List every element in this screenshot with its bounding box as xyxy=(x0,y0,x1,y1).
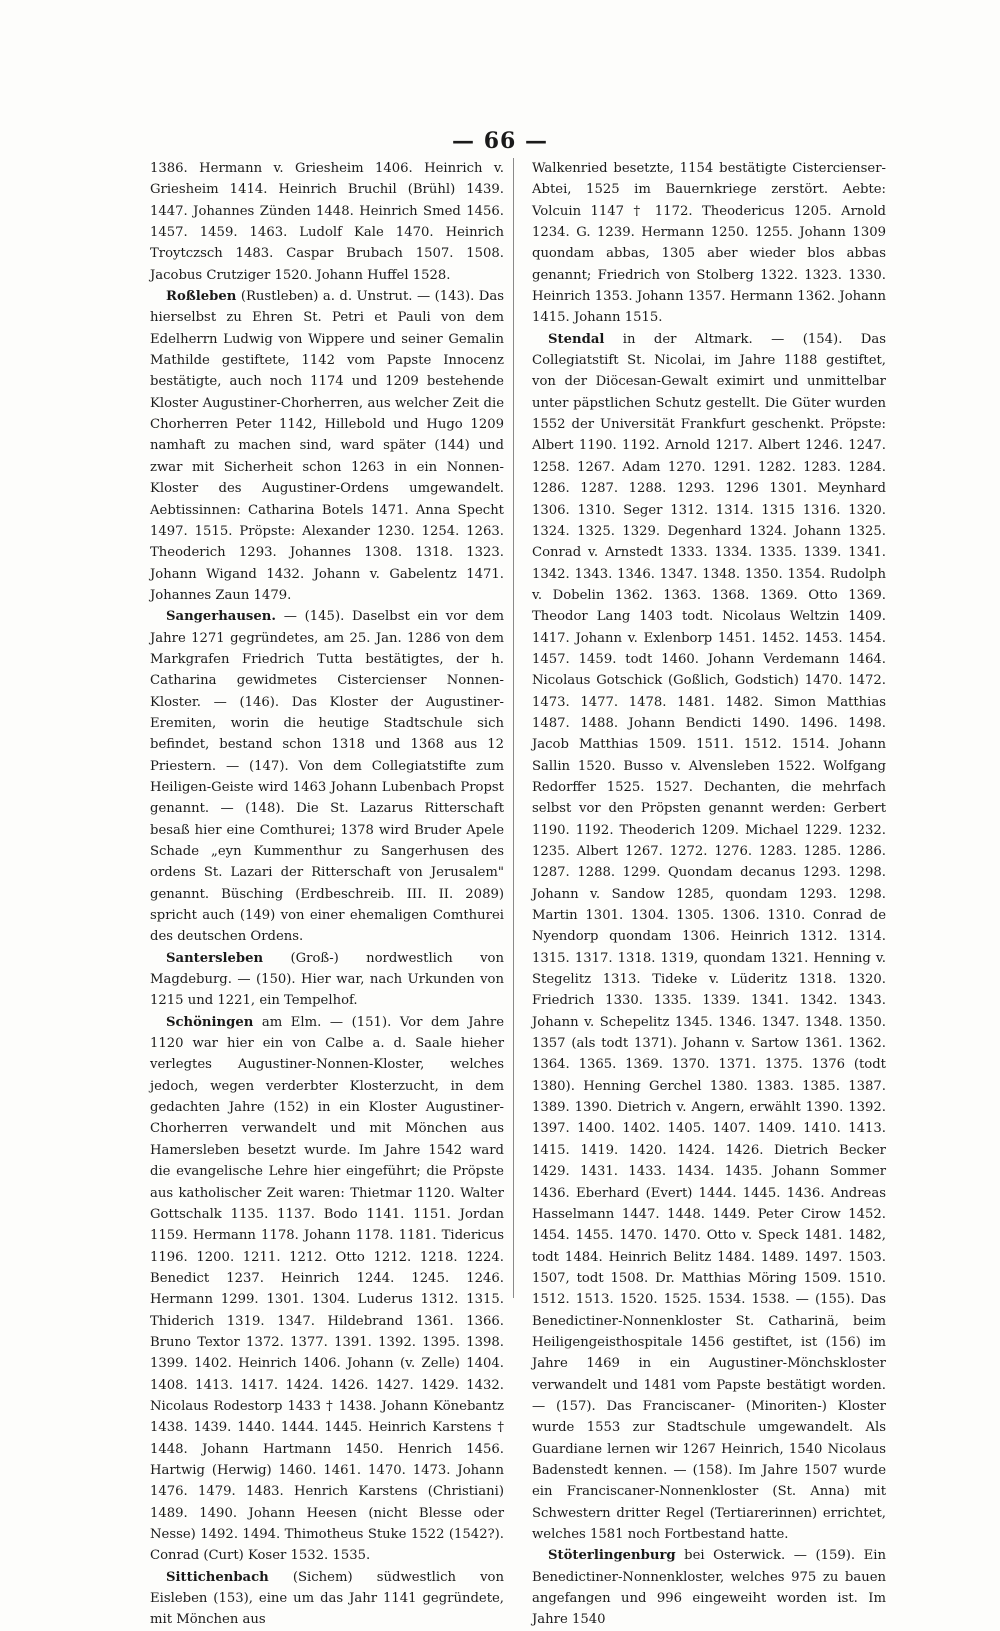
entry-text: (Sichem) südwestlich von Eisleben (153), eine um das Jahr 1141 gegründete, mit Mönchen aus xyxy=(150,1569,504,1628)
entry-headword: Stöterlingenburg xyxy=(548,1548,676,1564)
entry-headword: Sittichenbach xyxy=(166,1569,269,1585)
column-divider xyxy=(513,158,514,1298)
entry-text: am Elm. — (151). Vor dem Jahre 1120 war hier ein von Calbe a. d. Saale hieher verlegtes Augustiner-Nonnen-Kloster, welches jedoch, wegen verderbter Klosterzucht, in dem gedachten Jahre (152) in ein Kloster Augustiner-Chorherren verwandelt und mit Mönchen aus Hamersleben besetzt wurde. Im Jahre 1542 ward die evangelische Lehre hier eingeführt; die Pröpste aus katholischer Zeit waren: Thietmar 1120. Walter Gottschalk 1135. 1137. Bodo 1141. 1151. Jordan 1159. Hermann 1178. Johann 1178. 1181. Tidericus 1196. 1200. 1211. 1212. Otto 1212. 1218. 1224. Benedict 1237. Heinrich 1244. 1245. 1246. Hermann 1299. 1301. 1304. Luderus 1312. 1315. Thiderich 1319. 1347. Hildebrand 1361. 1366. Bruno Textor 1372. 1377. 1391. 1392. 1395. 1398. 1399. 1402. Heinrich 1406. Johann (v. Zelle) 1404. 1408. 1413. 1417. 1424. 1426. 1427. 1429. 1432. Nicolaus Rodestorp 1433 † 1438. Johann Könebantz 1438. 1439. 1440. 1444. 1445. Heinrich Karstens † 1448. Johann Hartmann 1450. Henrich 1456. Hartwig (Herwig) 1460. 1461. 1470. 1473. Johann 1476. 1479. 1483. Henrich Karstens (Christiani) 1489. 1490. Johann Heesen (nicht Blesse oder Nesse) 1492. 1494. Thimotheus Stuke 1522 (1542?). Conrad (Curt) Koser 1532. 1535. xyxy=(150,1014,504,1564)
text-paragraph xyxy=(150,158,504,286)
entry-text: bei Osterwick. — (159). Ein Benedictiner-Nonnenkloster, welches 975 zu bauen angefangen und 996 eingeweiht worden ist. Im Jahre 1540 xyxy=(532,1548,886,1628)
text-paragraph xyxy=(532,158,886,329)
paragraph-text: Walkenried besetzte, 1154 bestätigte Cistercienser-Abtei, 1525 im Bauernkriege zerstört. Aebte: Volcuin 1147 † 1172. Theodericus 1205. Arnold 1234. G. 1239. Hermann 1250. 1255. Johann 1309 quondam abbas, 1305 aber wieder blos abbas genannt; Friedrich von Stolberg 1322. 1323. 1330. Heinrich 1353. Johann 1357. Hermann 1362. Johann 1415. Johann 1515. xyxy=(532,161,886,326)
entry-stendal xyxy=(532,329,886,1546)
entry-stoeterlingenburg xyxy=(532,1545,886,1630)
page-number: — 66 — xyxy=(452,128,548,154)
paragraph-text: 1386. Hermann v. Griesheim 1406. Heinrich v. Griesheim 1414. Heinrich Bruchil (Brühl) 1439. 1447. Johannes Zünden 1448. Heinrich Smed 1456. 1457. 1459. 1463. Ludolf Kale 1470. Heinrich Troytczsch 1483. Caspar Brubach 1507. 1508. Jacobus Crutziger 1520. Johann Huffel 1528. xyxy=(150,161,504,283)
entry-headword: Sangerhausen. xyxy=(166,609,276,625)
left-column xyxy=(150,158,504,1631)
entry-headword: Santersleben xyxy=(166,950,264,966)
entry-text: (Rustleben) a. d. Unstrut. — (143). Das hierselbst zu Ehren St. Petri et Pauli von dem Edelherrn Ludwig von Wippere und seiner Gemalin Mathilde gestiftete, 1142 vom Papste Innocenz bestätigte, auch noch 1174 und 1209 bestehende Kloster Augustiner-Chorherren, aus welcher Zeit die Chorherren Peter 1142, Hillebold und Hugo 1209 namhaft zu machen sind, ward später (144) und zwar mit Sicherheit schon 1263 in ein Nonnen-Kloster des Augustiner-Ordens umgewandelt. Aebtissinnen: Catharina Botels 1471. Anna Specht 1497. 1515. Pröpste: Alexander 1230. 1254. 1263. Theoderich 1293. Johannes 1308. 1318. 1323. Johann Wigand 1432. Johann v. Gabelentz 1471. Johannes Zaun 1479. xyxy=(150,289,504,603)
entry-santersleben xyxy=(150,948,504,1012)
entry-sangerhausen xyxy=(150,606,504,948)
entry-text: — (145). Daselbst ein vor dem Jahre 1271 gegründetes, am 25. Jan. 1286 von dem Markgrafen Friedrich Tutta bestätigtes, der h. Catharina gewidmetes Cistercienser Nonnen-Kloster. — (146). Das Kloster der Augustiner-Eremiten, worin die heutige Stadtschule sich befindet, bestand schon 1318 und 1368 aus 12 Priestern. — (147). Von dem Collegiatstifte zum Heiligen-Geiste wird 1463 Johann Lubenbach Propst genannt. — (148). Die St. Lazarus Ritterschaft besaß hier eine Comthurei; 1378 wird Bruder Apele Schade „eyn Kummenthur zu Sangerhusen des ordens St. Lazari der Ritterschaft von Jerusalem" genannt. Büsching (Erdbeschreib. III. II. 2089) spricht auch (149) von einer ehemaligen Comthurei des deutschen Ordens. xyxy=(150,609,504,945)
entry-schoeningen xyxy=(150,1012,504,1567)
entry-text: (Groß-) nordwestlich von Magdeburg. — (150). Hier war, nach Urkunden von 1215 und 1221, ein Tempelhof. xyxy=(150,950,504,1009)
entry-text: in der Altmark. — (154). Das Collegiatstift St. Nicolai, im Jahre 1188 gestiftet, von der Diöcesan-Gewalt eximirt und unmittelbar unter päpstlichen Schutz gestellt. Die Güter wurden 1552 der Universität Frankfurt geschenkt. Pröpste: Albert 1190. 1192. Arnold 1217. Albert 1246. 1247. 1258. 1267. Adam 1270. 1291. 1282. 1283. 1284. 1286. 1287. 1288. 1293. 1296 1301. Meynhard 1306. 1310. Seger 1312. 1314. 1315 1316. 1320. 1324. 1325. 1329. Degenhard 1324. Johann 1325. Conrad v. Arnstedt 1333. 1334. 1335. 1339. 1341. 1342. 1343. 1346. 1347. 1348. 1350. 1354. Rudolph v. Dobelin 1362. 1363. 1368. 1369. Otto 1369. Theodor Lang 1403 todt. Nicolaus Weltzin 1409. 1417. Johann v. Exlenborp 1451. 1452. 1453. 1454. 1457. 1459. todt 1460. Johann Verdemann 1464. Nicolaus Gotschick (Goßlich, Godstich) 1470. 1472. 1473. 1477. 1478. 1481. 1482. Simon Matthias 1487. 1488. Johann Bendicti 1490. 1496. 1498. Jacob Matthias 1509. 1511. 1512. 1514. Johann Sallin 1520. Busso v. Alvensleben 1522. Wolfgang Redorffer 1525. 1527. Dechanten, die mehrfach selbst vor den Pröpsten genannt werden: Gerbert 1190. 1192. Theoderich 1209. Michael 1229. 1232. 1235. Albert 1267. 1272. 1276. 1283. 1285. 1286. 1287. 1288. 1299. Quondam decanus 1293. 1298. Johann v. Sandow 1285, quondam 1293. 1298. Martin 1301. 1304. 1305. 1306. 1310. Conrad de Nyendorp quondam 1306. Heinrich 1312. 1314. 1315. 1317. 1318. 1319, quondam 1321. Henning v. Stegelitz 1313. Tideke v. Lüderitz 1318. 1320. Friedrich 1330. 1335. 1339. 1341. 1342. 1343. Johann v. Schepelitz 1345. 1346. 1347. 1348. 1350. 1357 (als todt 1371). Johann v. Sartow 1361. 1362. 1364. 1365. 1369. 1370. 1371. 1375. 1376 (todt 1380). Henning Gerchel 1380. 1383. 1385. 1387. 1389. 1390. Dietrich v. Angern, erwählt 1390. 1392. 1397. 1400. 1402. 1405. 1407. 1409. 1410. 1413. 1415. 1419. 1420. 1424. 1426. Dietrich Becker 1429. 1431. 1433. 1434. 1435. Johann Sommer 1436. Eberhard (Evert) 1444. 1445. 1436. Andreas Hasselmann 1447. 1448. 1449. Peter Cirow 1452. 1454. 1455. 1470. 1470. Otto v. Speck 1481. 1482, todt 1484. Heinrich Belitz 1484. 1489. 1497. 1503. 1507, todt 1508. Dr. Matthias Möring 1509. 1510. 1512. 1513. 1520. 1525. 1534. 1538. — (155). Das Benedictiner-Nonnenkloster St. Catharinä, beim Heiligengeisthospitale 1456 gestiftet, ist (156) im Jahre 1469 in ein Augustiner-Mönchskloster verwandelt und 1481 vom Papste bestätigt worden. — (157). Das Franciscaner- (Minoriten-) Kloster wurde 1553 zur Stadtschule umgewandelt. Als Guardiane lernen wir 1267 Heinrich, 1540 Nicolaus Badenstedt kennen. — (158). Im Jahre 1507 wurde ein Franciscaner-Nonnenkloster (St. Anna) mit Schwestern dritter Regel (Tertiarerinnen) errichtet, welches 1581 noch Fortbestand hatte. xyxy=(532,331,886,1542)
entry-headword: Stendal xyxy=(548,331,605,347)
entry-headword: Schöningen xyxy=(166,1014,254,1030)
right-column xyxy=(532,158,886,1631)
entry-sittichenbach xyxy=(150,1567,504,1631)
entry-rossleben xyxy=(150,286,504,606)
entry-headword: Roßleben xyxy=(166,289,237,305)
